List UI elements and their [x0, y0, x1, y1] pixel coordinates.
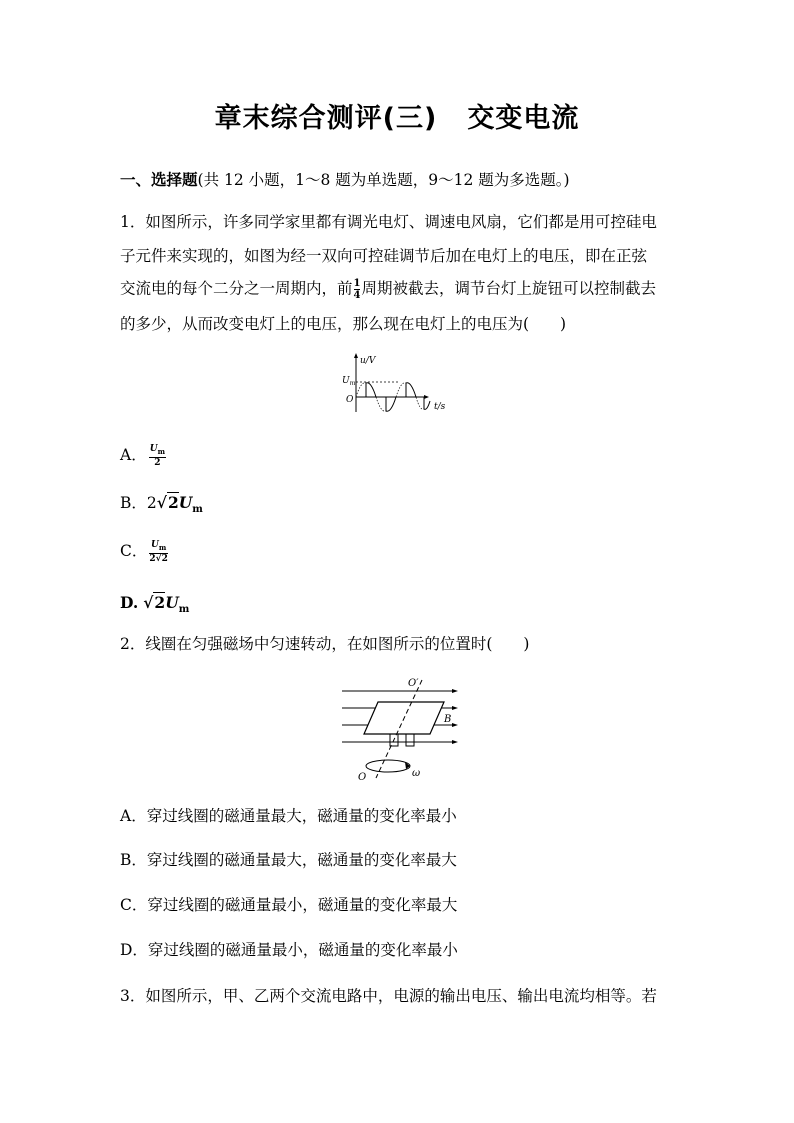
denominator-radicand: 2 [161, 553, 168, 564]
field-label: B [444, 714, 452, 725]
fraction-symbol: U [150, 540, 159, 550]
page-title [0, 96, 794, 135]
fraction-symbol: U [149, 444, 158, 454]
um-label: $U_m$ [342, 376, 356, 387]
q2-option-c[interactable]: C．穿过线圈的磁通量最小，磁通量的变化率最大 [120, 896, 458, 914]
q1-option-a[interactable] [120, 444, 166, 468]
section-label: 一、选择题 [120, 170, 198, 189]
axis-bottom-label: O [358, 772, 367, 783]
option-a-fraction [149, 444, 166, 468]
q2-option-b[interactable]: B．穿过线圈的磁通量最大，磁通量的变化率最大 [120, 851, 457, 869]
q2-option-d[interactable]: D．穿过线圈的磁通量最小，磁通量的变化率最小 [120, 941, 458, 959]
x-axis-arrow-icon [424, 395, 429, 399]
q3-stem: 3．如图所示，甲、乙两个交流电路中，电源的输出电压、输出电流均相等。若 [120, 987, 657, 1005]
q1-line-2: 子元件来实现的，如图为经一双向可控硅调节后加在电灯上的电压，即在正弦 [120, 247, 648, 265]
q1-line-4: 的多少，从而改变电灯上的电压，那么现在电灯上的电压为( ) [120, 315, 567, 333]
option-letter: D. [120, 593, 139, 612]
q2-stem: 2．线圈在匀强磁场中匀速转动，在如图所示的位置时( ) [120, 635, 530, 653]
omega-label: ω [412, 768, 421, 779]
q1-option-d[interactable] [120, 593, 189, 620]
origin-label: O [346, 395, 354, 405]
sqrt-symbol: √2 [156, 493, 179, 512]
option-letter: B． [120, 494, 147, 512]
wave-clipped-4 [416, 397, 424, 409]
y-axis-arrow-icon [354, 353, 358, 358]
q1-line-1: 1．如图所示，许多同学家里都有调光电灯、调速电风扇，它们都是用可控硅电 [120, 213, 657, 231]
field-arrow-icons [452, 689, 458, 744]
quarter-fraction [354, 278, 361, 301]
q2-coil-figure [336, 674, 466, 784]
wave-segment-4 [424, 397, 430, 409]
title-main: 章末综合测评(三) [214, 103, 438, 134]
wave-clipped-3 [396, 383, 406, 397]
q2-option-a[interactable]: A．穿过线圈的磁通量最大，磁通量的变化率最小 [120, 807, 457, 825]
q1-option-b[interactable] [120, 493, 203, 520]
sqrt-symbol: √2 [143, 593, 166, 612]
coil-lead-right [406, 734, 414, 746]
q1-line-3-before: 交流电的每个二分之一周期内，前 [120, 279, 353, 298]
fraction-denominator: 4 [353, 290, 361, 301]
q1-waveform-figure [336, 352, 460, 416]
axis-top-label: O′ [408, 678, 419, 689]
y-axis-label: u/V [360, 356, 376, 366]
q1-line-3 [120, 278, 656, 301]
wave-segment-1 [366, 383, 376, 397]
denominator-coefficient: 2 [149, 553, 156, 564]
fraction-denominator: 2 [154, 457, 161, 468]
wave-segment-2 [386, 397, 396, 411]
option-letter: C． [120, 541, 148, 560]
x-axis-label: t/s [434, 402, 446, 412]
fraction-subscript: m [158, 542, 167, 552]
option-c-fraction: $\frac{U_m}{2√2}$ [149, 540, 168, 564]
q1-line-3-after: 周期被截去，调节台灯上旋钮可以控制截去 [361, 279, 656, 298]
fraction-subscript: m [157, 446, 165, 456]
title-sub: 交变电流 [467, 103, 580, 134]
wave-segment-3 [406, 383, 416, 397]
um-symbol: $U_m$ [178, 493, 203, 516]
section-note: (共 12 小题，1～8 题为单选题，9～12 题为多选题。) [197, 171, 570, 189]
rotation-arrow [366, 760, 410, 772]
q1-option-c[interactable] [120, 540, 168, 564]
radicand: 2 [154, 593, 166, 612]
option-b-coefficient: 2 [146, 494, 157, 512]
wave-clipped-2 [376, 397, 386, 411]
um-symbol: $U_m$ [165, 593, 190, 616]
radicand: 2 [167, 493, 179, 512]
option-letter: A． [120, 445, 147, 464]
fraction-numerator: 1 [353, 278, 361, 289]
wave-clipped-1 [356, 383, 366, 397]
section-heading [120, 170, 570, 190]
